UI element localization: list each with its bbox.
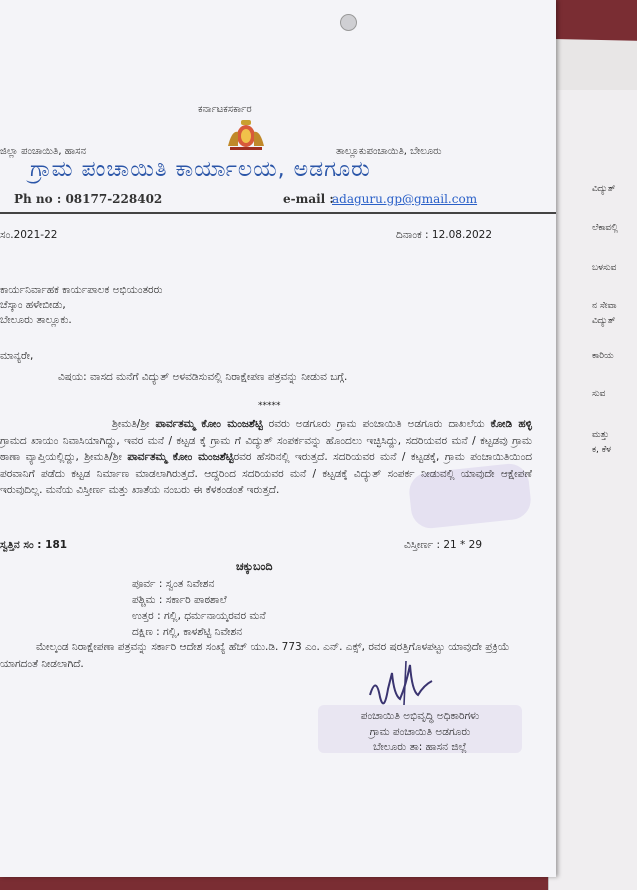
side-text: ವಿದ್ಯುತ್ [592,316,616,326]
signatory-location: ಬೇಲೂರು ತಾ: ಹಾಸನ ಜಿಲ್ಲೆ [373,741,467,753]
boundary-east: ಪೂರ್ವ : ಸ್ವಂತ ನಿವೇಶನ [132,578,215,590]
property-number: ಸ್ವತ್ತಿನ ಸಂ : 181 [0,539,68,551]
salutation: ಮಾನ್ಯರೇ, [0,350,34,362]
body-text: ಶ್ರೀಮತಿ/ಶ್ರೀ [112,418,150,430]
separator-stars: ***** [258,401,281,411]
office-title: ಗ್ರಾಮ ಪಂಚಾಯಿತಿ ಕಾರ್ಯಾಲಯ, ಅಡಗೂರು [30,157,371,182]
closing-note [0,639,536,673]
email-link[interactable]: adaguru.gp@gmail.com [332,192,478,206]
body-text: ಗ್ರಾಮದ ಖಾಯಂ ನಿವಾಸಿಯಾಗಿದ್ದು, ಇವರ ಮನೆ / ಕಟ್ಟಡ ಕ್ಕೆ ಗ್ರಾಮ ಗೆ ವಿದ್ಯುತ್ ಸಂಪರ್ಕವನ್ನು ಹೊಂದಲು ಇಚ್ಛಿಸಿದ್ದು, ಸದರಿಯವರ ಮನೆ / ಕಟ್ಟಡವು ಗ್ರಾಮ ಠಾಣಾ ವ್ಯಾಪ್ತಿಯಲ್ಲಿದ್ದು, ಶ್ರೀಮತಿ/ಶ್ರೀ [0,434,532,464]
email-label: e-mail : [283,192,334,206]
applicant-name: ಪಾರ್ವತಮ್ಮ ಕೋಂ ಮಂಜಶೆಟ್ಟಿ [155,418,263,430]
village-name: ಕೋಡಿ ಹಳ್ಳಿ [490,418,532,430]
government-title: ಕರ್ನಾಟಕಸರ್ಕಾರ [198,104,252,115]
side-text: ಸುವ [592,389,606,399]
reference-number: ಸಂ.2021-22 [0,229,58,241]
header-divider [0,212,556,214]
applicant-name-2: ಪಾರ್ವತಮ್ಮ ಕೋಂ ಮಂಜಶೆಟ್ಟಿ [127,451,234,464]
side-text: ನ ಸೇವಾ [592,301,617,311]
property-area: ವಿಸ್ತೀರ್ಣ : 21 * 29 [404,539,483,551]
punch-hole [340,14,357,31]
taluk-panchayat: ತಾಲ್ಲೂಕುಪಂಚಾಯಿತಿ, ಬೇಲೂರು [336,146,442,157]
side-text: ವಿದ್ಯುತ್ [592,184,616,194]
subject-line: ವಿಷಯ: ವಾಸದ ಮನೆಗೆ ವಿದ್ಯುತ್ ಅಳವಡಿಸುವಲ್ಲಿ ನಿರಾಕ್ಷೇಪಣ ಪತ್ರವನ್ನು ನೀಡುವ ಬಗ್ಗೆ. [58,371,348,383]
body-text: ರವರು ಅಡಗೂರು ಗ್ರಾಮ ಪಂಚಾಯಿತಿ ಅಡಗೂರು ದಾಖಲೆಯ [262,418,491,430]
side-text: ಬಳಸುವ [592,263,617,273]
recipient-line-3: ಬೇಲೂರು ತಾಲ್ಲೂಕು. [0,314,72,326]
district-panchayat: ಜಿಲ್ಲಾ ಪಂಚಾಯಿತಿ, ಹಾಸನ [0,146,87,157]
side-text: ಕಾರಿಯ [592,351,614,361]
signatory-title: ಪಂಚಾಯಿತಿ ಅಭಿವೃದ್ಧಿ ಅಧಿಕಾರಿಗಳು [360,710,480,722]
closing-note-text: ಮೇಲ್ಕಂಡ ನಿರಾಕ್ಷೇಪಣಾ ಪತ್ರವನ್ನು ಸರ್ಕಾರಿ ಆದೇಶ ಸಂಖ್ಯೆ ಹೆಚ್ ಯು.ಡಿ. 773 ಎಂ. ಎನ್. ಎಕ್ಸ್, ರವರ ಷರತ್ತಿಗೊಳಪಟ್ಟು ಯಾವುದೇ ಪ್ರಕ್ರಿಯೆ ಯಾಗದಂತೆ ನೀಡಲಾಗಿದೆ. [0,641,510,670]
body-text: ರವರ ಹೆಸರಿನಲ್ಲಿ ಇರುತ್ತದೆ. ಸದರಿಯವರ ಮನೆ / ಕಟ್ಟಡಕ್ಕೆ, ಗ್ರಾಮ ಪಂಚಾಯಿತಿಯಿಂದ ಪರವಾನಿಗೆ ಪಡೆದು ಕಟ್ಟಡ ನಿರ್ಮಾಣ ಮಾಡಲಾಗಿರುತ್ತದೆ. ಆದ್ದರಿಂದ ಸದರಿಯವರ ಮನೆ / ಕಟ್ಟಡಕ್ಕೆ ವಿದ್ಯುತ್ ಸಂಪರ್ಕ ನೀಡುವಲ್ಲಿ ಯಾವುದೇ ಆಕ್ಷೇಪಣೆ ಇರುವುದಿಲ್ಲ. ಮನೆಯ ವಿಸ್ತೀರ್ಣ ಮತ್ತು ಖಾತೆಯ ನಂಬರು ಈ ಕೆಳಕಂಡಂತೆ ಇರುತ್ತದೆ. [0,451,533,497]
boundaries-list [132,576,266,640]
boundaries-title: ಚಕ್ಕುಬಂದಿ [236,560,273,573]
state-emblem-icon [222,116,270,152]
boundary-north: ಉತ್ತರ : ಗಲ್ಲಿ, ಧರ್ಮನಾಯ್ಕರವರ ಮನೆ [132,610,266,622]
phone-number: Ph no : 08177-228402 [14,192,163,206]
signatory-office: ಗ್ರಾಮ ಪಂಚಾಯಿತಿ ಅಡಗೂರು [369,725,471,738]
background-sheet-2 [548,90,637,890]
side-text: ಕ, ಕೆಳ [592,445,612,455]
recipient-line-1: ಕಾರ್ಯನಿರ್ವಾಹಕ ಕಾರ್ಯಪಾಲಕ ಅಭಿಯಂತರರು [0,284,163,296]
recipient-line-2: ಚೆಸ್ಕಾಂ ಹಳೇಬೀಡು, [0,299,66,311]
signatory-block [320,709,520,756]
letter-body [0,416,532,499]
letter-date: ದಿನಾಂಕ : 12.08.2022 [396,229,493,241]
boundary-south: ದಕ್ಷಿಣ : ಗಲ್ಲಿ, ಕಾಳಶೆಟ್ಟಿ ನಿವೇಶನ [132,626,243,638]
side-text: ಮತ್ತು [592,430,609,440]
side-text: ಲೆಕಾವಲ್ಲಿ [592,223,619,233]
boundary-west: ಪಶ್ಚಿಮ : ಸರ್ಕಾರಿ ಪಾಠಶಾಲೆ [132,594,227,606]
